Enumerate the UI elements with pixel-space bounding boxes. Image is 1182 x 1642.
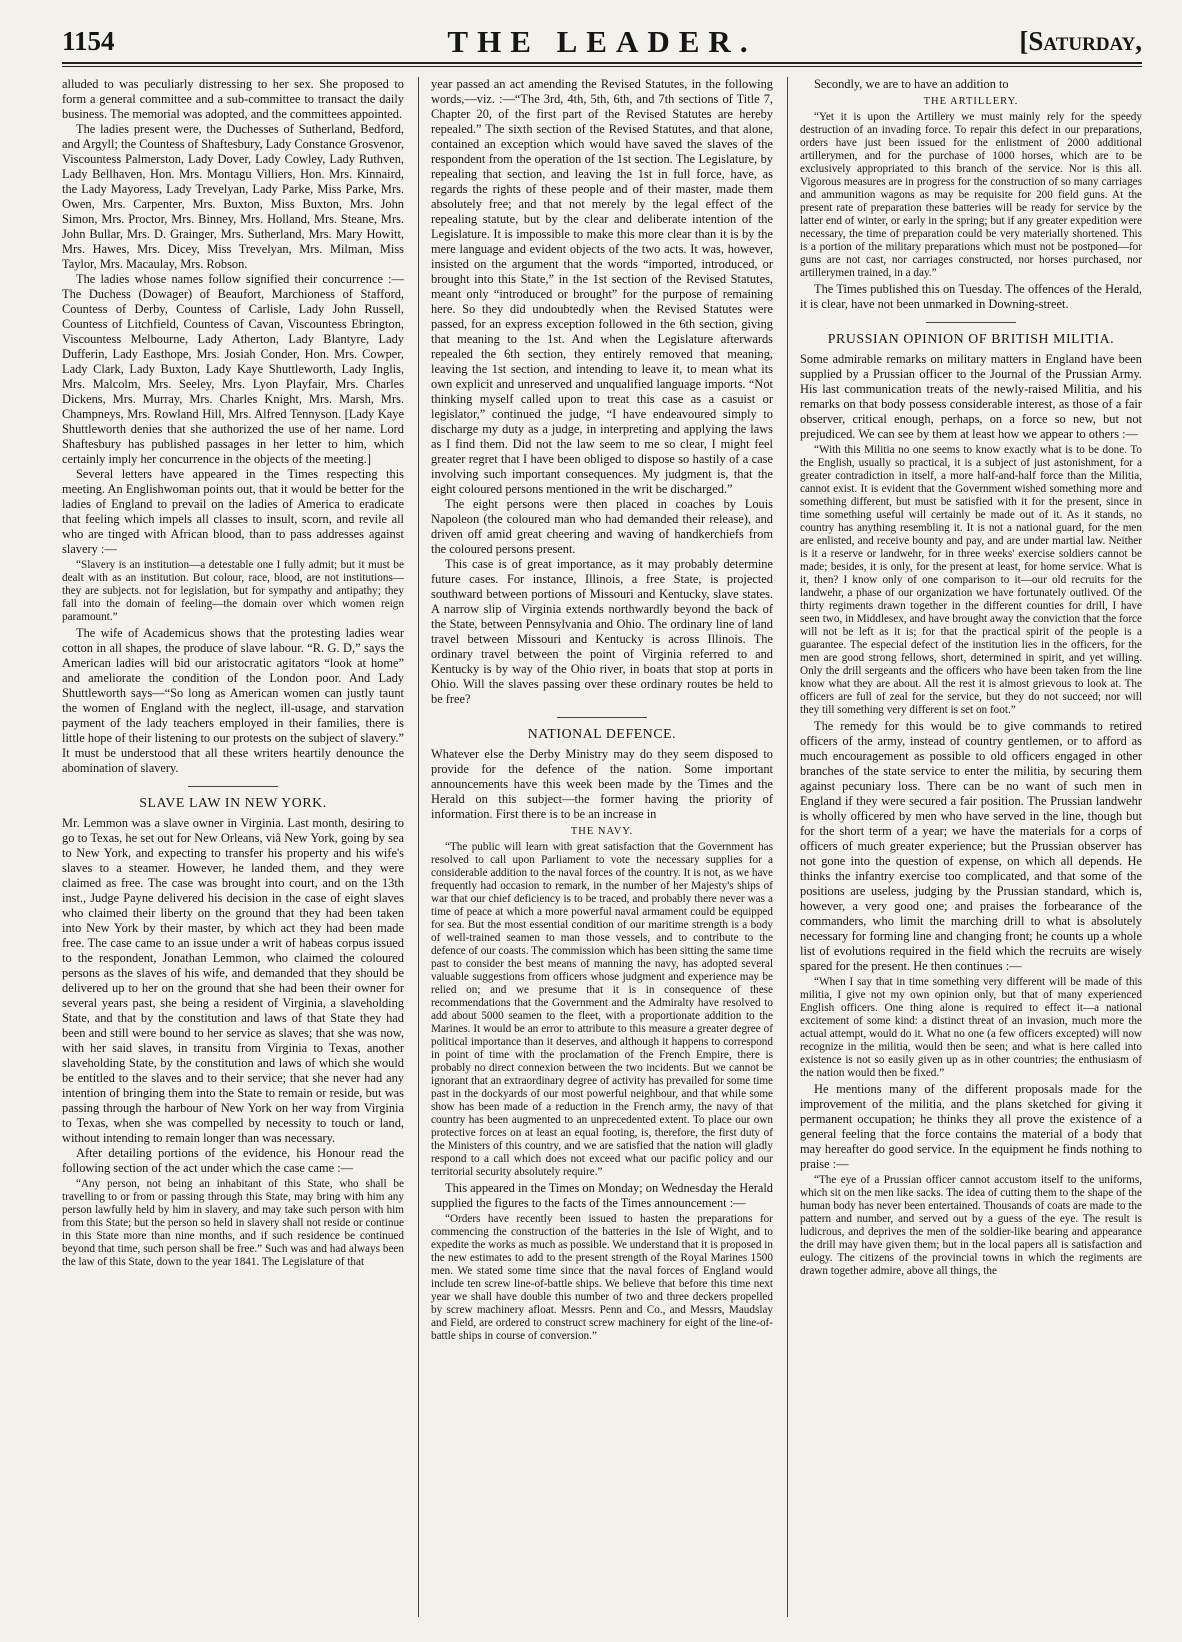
- quotation: “Slavery is an institution—a detestable one I fully admit; but it must be dealt with as an institution. But colour, race, blood, are not institutions—they are subjects. not for legislation, but for sympathy and antipathy; they fall into the domain of feeling—the domain over which women reign paramount.”: [62, 559, 404, 623]
- paragraph: This appeared in the Times on Monday; on Wednesday the Herald supplied the figures to the facts of the Times announcement :—: [431, 1181, 773, 1210]
- header-rule: [62, 62, 1142, 67]
- page-number: 1154: [62, 26, 115, 56]
- column-3: [787, 77, 1142, 1617]
- paragraph: After detailing portions of the evidence, his Honour read the following section of the act under which the case came :—: [62, 1146, 404, 1175]
- masthead: [62, 22, 1142, 59]
- quotation: “The eye of a Prussian officer cannot accustom itself to the uniforms, which sit on the men like sacks. The idea of cutting them to the shape of the human body has never been entertained. Thousands of coats are made to the pattern and number, and served out by a guess of the eye. The result is ludicrous, and deprives the men of the soldier-like bearing and appearance the drill may have given them; but in the local papers all is satisfaction and eulogy. The citizens of the provincial towns in which the regiments are drawn together admire, above all things, the: [800, 1174, 1142, 1277]
- paragraph: The ladies whose names follow signified their concurrence :—The Duchess (Dowager) of Beaufort, Marchioness of Stafford, Countess of Derby, Countess of Carlisle, Lady John Russell, Countess of Litchfield, Countess of Cavan, Viscountess Ebrington, Viscountess Melbourne, Lady Atherton, Lady Blantyre, Lady Dufferin, Lady Easthope, Mrs. Josiah Conder, Hon. Mrs. Cowper, Lady Clark, Lady Buxton, Lady Kaye Shuttleworth, Lady Inglis, Mrs. Malcolm, Mrs. Seeley, Mrs. Lyon Playfair, Mrs. Charles Dickens, Mrs. Murray, Mrs. Charles Knight, Mrs. Marsh, Mrs. Champneys, Mrs. Rowland Hill, Mrs. Alfred Tennyson. [Lady Kaye Shuttleworth denies that she authorized the use of her name. Lord Shaftesbury has published passages in her letter to him, which certainly imply her concurrence in the objects of the meeting.]: [62, 272, 404, 466]
- paragraph: Several letters have appeared in the Times respecting this meeting. An Englishwoman points out, that it would be better for the ladies of England to prevail on the ladies of America to eradicate that feeling which impels all classes to insult, scorn, and revile all who are tinged with African blood, than to pass addresses against slavery :—: [62, 467, 404, 556]
- column-2: [418, 77, 773, 1617]
- quotation: “The public will learn with great satisfaction that the Government has resolved to call upon Parliament to vote the necessary supplies for a considerable addition to the naval forces of the country. It is not, as we have frequently had occasion to remark, in the number of her Majesty's ships of war that our chief deficiency is to be traced, and probably there never was a time of peace at which a more powerful naval armament could be equipped for sea. But the most essential condition of our maritime strength is a body of well-trained seamen to man those vessels, and to contribute to the defence of our coasts. The commission which has been sitting the same time past to consider the best means of manning the navy, has adopted several valuable suggestions from officers whose judgment and experience may be relied on; and we presume that it is in consequence of these recommendations that the Government and the Admiralty have resolved to add about 5000 seamen to the fleet, with a proportionate addition to the Marines. It would be an error to attribute to this measure a greater degree of political importance than it deserves, and although it happens to correspond in point of time with the proclamation of the French Empire, there is probably no direct connexion between the two incidents. But we cannot be ignorant that an extraordinary degree of activity has prevailed for some time past in the dockyards of our most powerful neighbour, and that while some show has been made of a reduction in the French army, the navy of that country has been augmented to an unprecedented extent. To place our own protective forces on at least an equal footing, is, therefore, the first duty of the Ministers of this country, and we are satisfied that the nation will gladly respond to a call which does not exceed what our pacific policy and our territorial security absolutely require.”: [431, 841, 773, 1178]
- paragraph: He mentions many of the different proposals made for the improvement of the militia, and the plans sketched for giving it permanent occupation; he thinks they all prove the existence of a general feeling that the force contains the material of a body that may hereafter do good service. In the equipment he finds nothing to praise :—: [800, 1082, 1142, 1171]
- article-columns: [62, 77, 1142, 1617]
- subheading-artillery: THE ARTILLERY.: [923, 96, 1019, 107]
- quotation: “With this Militia no one seems to know exactly what is to be done. To the English, usually so practical, it is a subject of just astonishment, for a greater contradiction in itself, a more half-and-half force than the Militia, cannot exist. It is evident that the Government wished something more and something different, but must be satisfied with it for the present, since in time something useful will certainly be made out of it. As it stands, no country has anything resembling it. It is not a national guard, for the men are enlisted, and receive bounty and pay, and are under martial law. Neither is it a reserve or landwehr, for in three weeks' exercise soldiers cannot be made; besides, it is only, for the present at least, for home service. What is it, then? I know only of one comparison to it—our old recruits for the landwehr, a phase of our organization we have fortunately outlived. Of the thirty regiments drawn together in the different counties for drill, I have seen two, in Middlesex, and have brought away the conviction that the force will not be left as it is; for that the practical spirit of the people is a guarantee. The especial defect of the institution lies in the officers, for the men are good strong fellows, short, determined in spirit, and yet willing. Only the drill sergeants and the officers who have been taken from the line know what they are about. All the rest it is almost grievous to look at. The officers are full of zeal for the service, but they do not succeed; nor will they till something very different is set on foot.”: [800, 444, 1142, 716]
- paragraph: Secondly, we are to have an addition to: [814, 77, 1009, 91]
- section-heading-prussian-opinion: PRUSSIAN OPINION OF BRITISH MILITIA.: [800, 322, 1142, 346]
- paragraph: This case is of great importance, as it may probably determine future cases. For instance, Illinois, a free State, is projected southward between portions of Missouri and Kentucky, slave states. A narrow slip of Virginia extends northwardly beyond the back of the State, between Pennsylvania and Ohio. The ordinary line of land travel between Missouri and Kentucky is across Illinois. The ordinary travel between the point of Virginia referred to and Kentucky is by way of the Ohio river, in boats that stop at ports in Ohio. Will the slaves passing over these ordinary routes be held to be free?: [431, 557, 773, 706]
- section-heading-national-defence: NATIONAL DEFENCE.: [431, 717, 773, 741]
- paragraph: alluded to was peculiarly distressing to her sex. She proposed to form a general committee and a sub-committee to transact the daily business. The memorial was adopted, and the committees appointed.: [62, 77, 404, 121]
- issue-day: [Saturday,: [1019, 26, 1142, 56]
- newspaper-title: THE LEADER.: [447, 24, 757, 59]
- paragraph: The remedy for this would be to give commands to retired officers of the army, instead of country gentlemen, or to afford as much encouragement as possible to old officers engaged in other branches of the state service to enter the militia, by securing them against pecuniary loss. There can be no want of such men in England if they were secured a fair position. The Prussian landwehr is wholly officered by men who have served in the line, though but for the short term of a year; we have the materials for a corps of officers of much greater experience; but the Prussian observer has not gone into the question of expense, on which all depends. He thinks the infantry exercise too complicated, and that some of the positions are useless, judging by the Prussian standard, which is, however, a very good one; and praises the forbearance of the commanders, who limit the marching drill to what is absolutely necessary for forming line and changing front; he counts up a whole list of evolutions required in the field which the recruits are wisely spared for the present. He then continues :—: [800, 719, 1142, 973]
- paragraph: The eight persons were then placed in coaches by Louis Napoleon (the coloured man who had demanded their release), and driven off amid great cheering and waving of handkerchiefs from the coloured persons present.: [431, 497, 773, 556]
- paragraph: Mr. Lemmon was a slave owner in Virginia. Last month, desiring to go to Texas, he set out for New Orleans, viâ New York, going by sea to New York, and expecting to transfer his property and his wife's slaves to a steamer. However, he landed them, and they were claimed as free. The case was brought into court, and on the 13th inst., Judge Payne delivered his decision in the case of eight slaves who claimed their liberty on the ground that they had been taken into New York by their master, by which act they had been made free. The case came to an issue under a writ of habeas corpus issued to the respondent, Jonathan Lemmon, who claimed the coloured persons as the slaves of his wife, and demanded that they should be delivered up to her on the ground that she had been their owner for several years past, she being a resident of Virginia, a slaveholding State, and that by the constitution and laws of that State they had been and still were bound to her service as slaves; that she was now, with her said slaves, in transitu from Virginia to Texas, another slaveholding State, by the constitution and laws of which she would be entitled to the slaves and to their service; that she never had any intention of bringing them into the State to remain or reside, but was passing through the harbour of New York on her way from Virginia to Texas, when she was compelled by necessity to touch or land, without intending to remain longer than was necessary.: [62, 816, 404, 1145]
- paragraph: Some admirable remarks on military matters in England have been supplied by a Prussian officer to the Journal of the Prussian Army. His last communication treats of the newly-raised Militia, and his remarks on that body possess considerable interest, as those of a fair observer, critical enough, perhaps, on a force so new, but not prejudiced. We can see by them at least how we appear to others :—: [800, 352, 1142, 441]
- paragraph: The ladies present were, the Duchesses of Sutherland, Bedford, and Argyll; the Countess of Shaftesbury, Lady Constance Grosvenor, Viscountess Palmerston, Lady Dover, Lady Cowley, Lady Ruthven, Lady Bellhaven, Hon. Mrs. Montagu Villiers, Hon. Mrs. Kinnaird, the Lady Mayoress, Lady Trevelyan, Lady Parke, Miss Parke, Mrs. Owen, Mrs. Carpenter, Mrs. Buxton, Miss Buxton, Mrs. John Simon, Mrs. Proctor, Mrs. Binney, Mrs. Holland, Mrs. Steane, Mrs. John Bullar, Mrs. D. Grainger, Mrs. Sutherland, Mrs. Mary Howitt, Mrs. Hawes, Mrs. Dicey, Miss Trevelyan, Mrs. Milman, Miss Taylor, Mrs. Macaulay, Mrs. Robson.: [62, 122, 404, 271]
- subheading-navy: THE NAVY.: [570, 826, 634, 837]
- column-1: [62, 77, 404, 1617]
- quotation: “When I say that in time something very different will be made of this militia, I give not my own opinion only, but that of many experienced English officers. One thing alone is required to effect it—a national excitement of some kind: a distinct threat of an invasion, much more the actual attempt, would do it. What no one (a few officers excepted) will now recognize in the militia, would then be seen; and what is here called into existence is not so easily given up as in other countries; the enthusiasm of the nation would then be fixed.”: [800, 976, 1142, 1079]
- quotation: “Yet it is upon the Artillery we must mainly rely for the speedy destruction of an invading force. To repair this defect in our preparations, orders have just been issued for the enlistment of 2000 additional artillerymen, and for the purchase of 1000 horses, which are to be exclusively appropriated to this branch of the service. Nor is this all. Vigorous measures are in progress for the construction of so many carriages and ammunition wagons as may be requisite for 200 field guns. At the present rate of preparation these batteries will be ready for service by the latter end of winter, or early in the spring; but if any greater expedition were necessary, the time of preparation could be very materially shortened. This is a portion of the military preparations which must not be postponed—for guns are not cast, nor carriages constructed, nor horses purchased, nor artillerymen trained, in a day.”: [800, 111, 1142, 279]
- quotation: “Orders have recently been issued to hasten the preparations for commencing the construction of the batteries in the Isle of Wight, and to expedite the works as much as possible. We understand that it is proposed in the new estimates to add to the present strength of the Royal Marines 1500 men. We stated some time since that the naval forces of England would include ten screw line-of-battle ships. We believe that before this time next year we shall have double this number of two and three deckers propelled by screw machinery afloat. Messrs. Penn and Co., and Messrs, Maudslay and Field, are ordered to construct screw machinery for eight of the line-of-battle ships in course of conversion.”: [431, 1213, 773, 1342]
- section-heading-slave-law: SLAVE LAW IN NEW YORK.: [62, 786, 404, 810]
- paragraph: The Times published this on Tuesday. The offences of the Herald, it is clear, have not been unmarked in Downing-street.: [800, 282, 1142, 311]
- paragraph: year passed an act amending the Revised Statutes, in the following words,—viz. :—“The 3rd, 4th, 5th, 6th, and 7th sections of Title 7, Chapter 20, of the first part of the Revised Statutes are hereby repealed.” The sixth section of the Revised Statutes, and that alone, contained an exception which would have saved the slaves of the respondent from the operation of the 1st section. The Legislature, by repealing that section, and leaving the 1st in full force, have, as regards the rights of these people and of their master, made them absolutely free; and that not merely by the legal effect of the repealing statute, but by the clear and deliberate intention of the Legislature. It is impossible to make this more clear than it is by the mere language and evident objects of the two acts. It was, however, insisted on the argument that the words “imported, introduced, or brought into this State,” in the 1st section of the Revised Statutes, meant only “introduced or brought” for the purpose of remaining here. So they did undoubtedly when the Revised Statutes were passed, for an express exception followed in the 6th section, giving that meaning to the 1st. And when the Legislature afterwards repealed the 6th section, they entirely removed that meaning, leaving the 1st section, and intending to leave it, to mean what its own explicit and unreserved and unqualified language imports. “Not thinking myself called upon to treat this case as a casuist or legislator,” continued the judge, “I have endeavoured simply to discharge my duty as a judge, in interpreting and applying the laws as I find them. Did not the law seem to me so clear, I might feel greater regret that I have been obliged to dispose so hastily of a case involving such important consequences. My judgment is, that the eight coloured persons mentioned in the writ be discharged.”: [431, 77, 773, 496]
- quotation: “Any person, not being an inhabitant of this State, who shall be travelling to or from or passing through this State, may bring with him any person lawfully held by him in slavery, and may take such person with him from this State; but the person so held in slavery shall not reside or continue in this State more than nine months, and if such residence be continued beyond that time, such person shall be free.” Such was and had always been the law of this State, down to the year 1841. The Legislature of that: [62, 1178, 404, 1268]
- paragraph: Whatever else the Derby Ministry may do they seem disposed to provide for the defence of the nation. Some important announcements have this week been made by the Times and the Herald on this subject—the former having the priority of information. First there is to be an increase in: [431, 747, 773, 821]
- paragraph: The wife of Academicus shows that the protesting ladies wear cotton in all shapes, the produce of slave labour. “R. G. D,” says the American ladies will bid our aristocratic agitators “look at home” and ameliorate the condition of the London poor. And Lady Shuttleworth says—“So long as American women can justly taunt the women of England with the neglect, ill-usage, and starvation payment of the lady teachers employed in their families, there is little hope of their listening to our protests on the subject of slavery.” It must be understood that all these writers heartily denounce the abomination of slavery.: [62, 626, 404, 775]
